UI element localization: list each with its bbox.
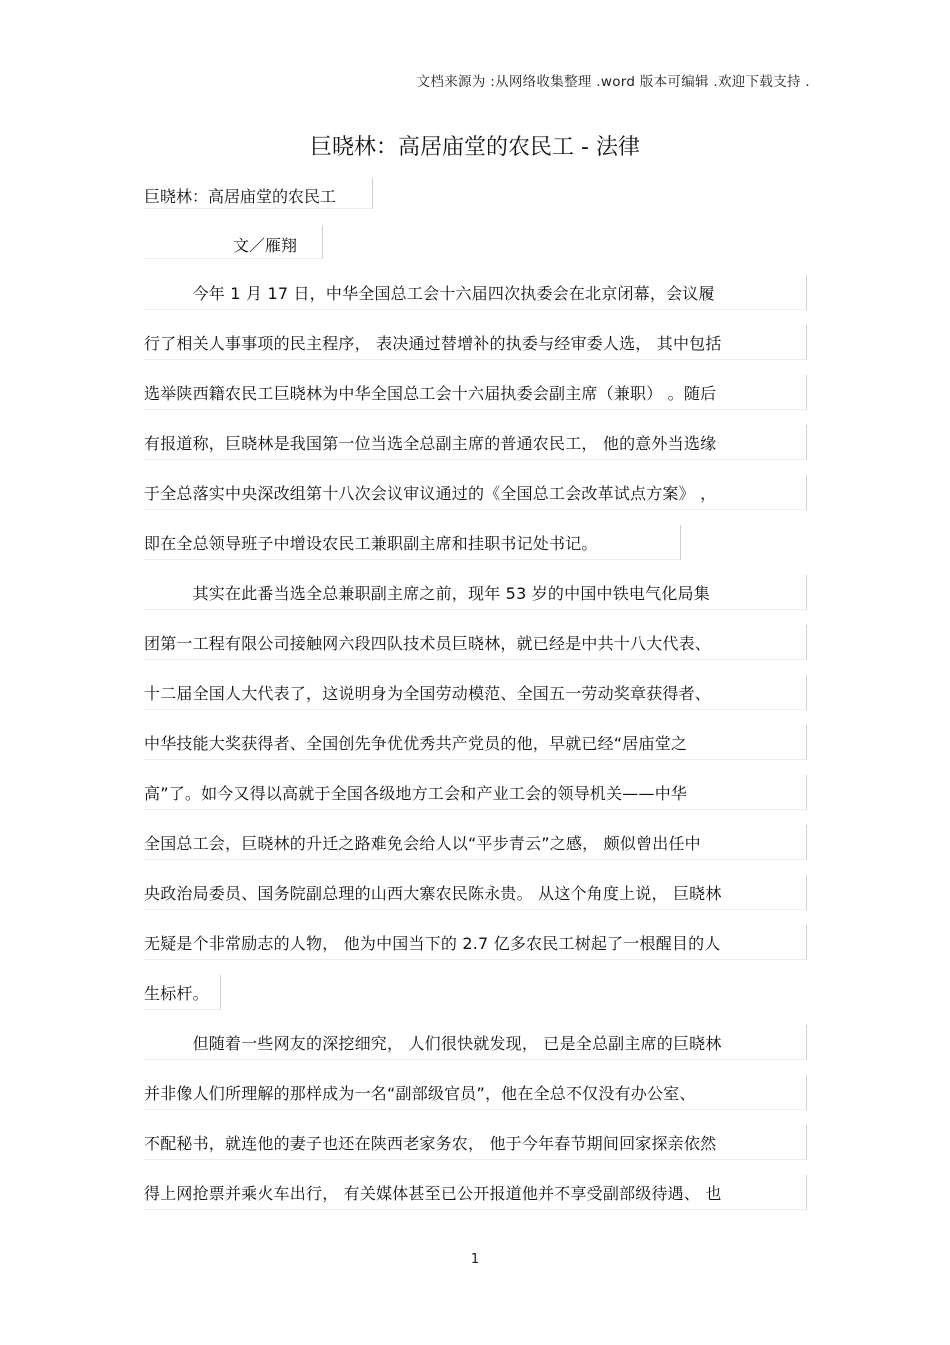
body-text-line: 生标杆。	[144, 984, 209, 1003]
page-number: 1	[470, 1252, 480, 1267]
body-text-line: 不配秘书，就连他的妻子也还在陕西老家务农， 他于今年春节期间回家探亲依然	[144, 1134, 717, 1153]
article-subtitle: 巨晓林：高居庙堂的农民工	[144, 187, 337, 206]
body-text-line: 高”了。如今又得以高就于全国各级地方工会和产业工会的领导机关——中华	[144, 784, 688, 803]
body-text-line: 中华技能大奖获得者、全国创先争优优秀共产党员的他，早就已经“居庙堂之	[144, 734, 688, 753]
body-text-line: 全国总工会，巨晓林的升迁之路难免会给人以“平步青云”之感， 颇似曾出任中	[144, 834, 701, 853]
body-text-line: 选举陕西籍农民工巨晓林为中华全国总工会十六届执委会副主席（兼职） 。随后	[144, 384, 717, 403]
body-text-line: 于全总落实中央深改组第十八次会议审议通过的《全国总工会改革试点方案》 ，	[144, 484, 717, 503]
byline: 文／雁翔	[233, 236, 298, 255]
body-text-line: 央政治局委员、国务院副总理的山西大寨农民陈永贵。 从这个角度上说， 巨晓林	[144, 884, 722, 903]
source-note: 文档来源为 :从网络收集整理 .word 版本可编辑 .欢迎下载支持 .	[416, 74, 810, 90]
body-text-line: 无疑是个非常励志的人物， 他为中国当下的 2.7 亿多农民工树起了一根醒目的人	[144, 934, 721, 953]
body-text-line: 今年 1 月 17 日，中华全国总工会十六届四次执委会在北京闭幕，会议履	[144, 284, 715, 303]
body-text-line: 并非像人们所理解的那样成为一名“副部级官员”，他在全总不仅没有办公室、	[144, 1084, 696, 1103]
body-text-line: 即在全总领导班子中增设农民工兼职副主席和挂职书记处书记。	[144, 534, 598, 553]
document-title: 巨晓林：高居庙堂的农民工 - 法律	[310, 135, 640, 160]
body-text-line: 十二届全国人大代表了，这说明身为全国劳动模范、全国五一劳动奖章获得者、	[144, 684, 712, 703]
body-text-line: 团第一工程有限公司接触网六段四队技术员巨晓林，就已经是中共十八大代表、	[144, 634, 712, 653]
body-text-line: 其实在此番当选全总兼职副主席之前，现年 53 岁的中国中铁电气化局集	[144, 584, 710, 603]
body-text-line: 行了相关人事事项的民主程序， 表决通过替增补的执委与经审委人选， 其中包括	[144, 334, 722, 353]
body-text-line: 得上网抢票并乘火车出行， 有关媒体甚至已公开报道他并不享受副部级待遇、 也	[144, 1184, 722, 1203]
body-text-line: 但随着一些网友的深挖细究， 人们很快就发现， 已是全总副主席的巨晓林	[144, 1034, 722, 1053]
body-text-line: 有报道称，巨晓林是我国第一位当选全总副主席的普通农民工， 他的意外当选缘	[144, 434, 717, 453]
